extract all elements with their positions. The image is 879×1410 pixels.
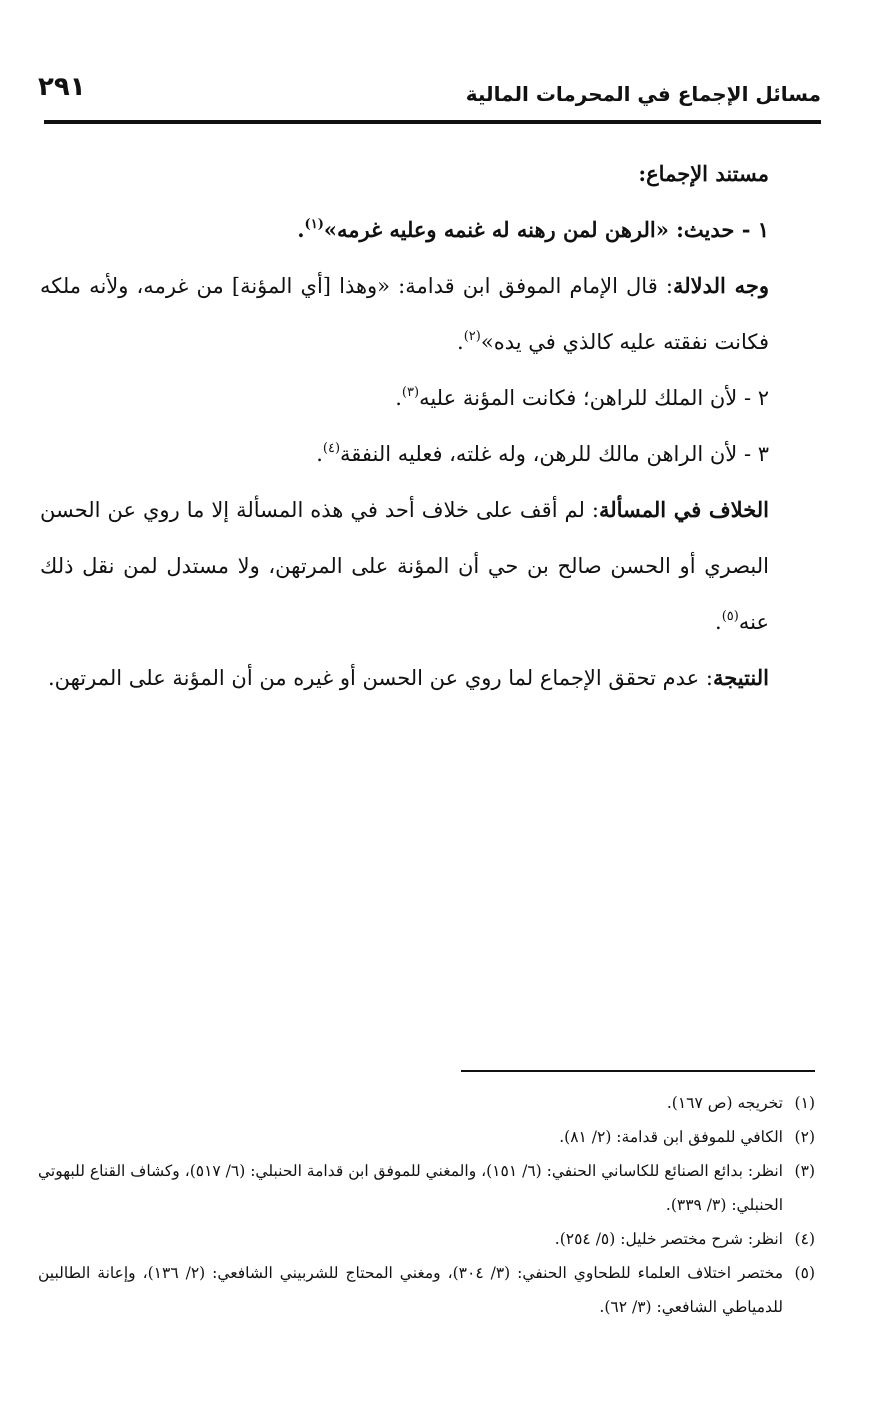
footnote-4 bbox=[38, 1222, 815, 1256]
result-label: النتيجة bbox=[712, 665, 769, 690]
footnote-3 bbox=[38, 1154, 815, 1222]
footnote-ref-1: (١) bbox=[304, 217, 324, 232]
main-text bbox=[40, 146, 813, 706]
running-title: مسائل الإجماع في المحرمات المالية bbox=[465, 82, 821, 106]
footnote-number: (٢) bbox=[794, 1128, 815, 1146]
footnote-number: (٤) bbox=[794, 1230, 815, 1248]
evidence-explanation: وجه الدلالة: قال الإمام الموفق ابن قدامة: «وهذا [أي المؤنة] من غرمه، ولأنه ملكه فكانت نفقته عليه كالذي في يده»$^{(٢)}$. bbox=[40, 273, 769, 354]
footnote-number: (٥) bbox=[794, 1264, 815, 1282]
evidence-point-2-text: ٢ - لأن الملك للراهن؛ فكانت المؤنة عليه bbox=[419, 386, 769, 410]
disagreement-label: الخلاف في المسألة bbox=[598, 497, 770, 522]
footnote-text: تخريجه (ص ١٦٧). bbox=[666, 1094, 783, 1112]
footnote-text: الكافي للموفق ابن قدامة: (٢/ ٨١). bbox=[559, 1128, 783, 1146]
footnote-5 bbox=[38, 1256, 815, 1324]
header-rule bbox=[44, 120, 821, 124]
footnote-number: (٣) bbox=[794, 1162, 815, 1180]
footnote-number: (١) bbox=[794, 1094, 815, 1112]
evidence-point-3: ٣ - لأن الراهن مالك للرهن، وله غلته، فعليه النفقة$^{(٤)}$. bbox=[316, 441, 769, 466]
evidence-hadith: ١ - حديث: «الرهن لمن رهنه له غنمه وعليه غرمه»$^{(١)}$. bbox=[297, 217, 769, 242]
evidence-explanation-label: وجه الدلالة bbox=[672, 273, 769, 298]
footnote-2 bbox=[38, 1120, 815, 1154]
evidence-explanation-text: : قال الإمام الموفق ابن قدامة: «وهذا [أي المؤنة] من غرمه، ولأنه ملكه فكانت نفقته عليه كالذي في يده» bbox=[40, 274, 769, 354]
evidence-point-3-text: ٣ - لأن الراهن مالك للرهن، وله غلته، فعليه النفقة bbox=[340, 442, 769, 466]
footnotes bbox=[38, 1086, 815, 1324]
evidence-hadith-text: ١ - حديث: «الرهن لمن رهنه له غنمه وعليه غرمه» bbox=[323, 217, 769, 242]
footnote-ref-5: (٥) bbox=[721, 609, 739, 624]
page-header bbox=[36, 68, 821, 118]
footnote-rule bbox=[461, 1070, 815, 1072]
result-text: : عدم تحقق الإجماع لما روي عن الحسن أو غيره من أن المؤنة على المرتهن. bbox=[47, 666, 713, 690]
footnote-text: مختصر اختلاف العلماء للطحاوي الحنفي: (٣/ ٣٠٤)، ومغني المحتاج للشربيني الشافعي: (٢/ ١٣٦)، وإعانة الطالبين للدمياطي الشافعي: (٣/ ٦٢). bbox=[38, 1264, 783, 1316]
disagreement-text: : لم أقف على خلاف أحد في هذه المسألة إلا ما روي عن الحسن البصري أو الحسن صالح بن حي أن المؤنة على المرتهن، ولا مستدل لمن نقل ذلك عنه bbox=[40, 498, 769, 634]
section-heading: مستند الإجماع: bbox=[638, 161, 769, 186]
footnote-text: انظر: بدائع الصنائع للكاساني الحنفي: (٦/ ١٥١)، والمغني للموفق ابن قدامة الحنبلي: (٦/ ٥١٧)، وكشاف القناع للبهوتي الحنبلي: (٣/ ٣٣٩). bbox=[38, 1162, 783, 1214]
evidence-point-2: ٢ - لأن الملك للراهن؛ فكانت المؤنة عليه$^{(٣)}$. bbox=[395, 385, 769, 410]
footnote-ref-2: (٢) bbox=[463, 329, 481, 344]
footnote-1 bbox=[38, 1086, 815, 1120]
result-paragraph bbox=[40, 650, 813, 706]
footnote-text: انظر: شرح مختصر خليل: (٥/ ٢٥٤). bbox=[554, 1230, 783, 1248]
footnote-ref-3: (٣) bbox=[401, 385, 420, 400]
footnote-ref-4: (٤) bbox=[322, 441, 341, 456]
disagreement-paragraph: الخلاف في المسألة: لم أقف على خلاف أحد في هذه المسألة إلا ما روي عن الحسن البصري أو الحسن صالح بن حي أن المؤنة على المرتهن، ولا مستدل لمن نقل ذلك عنه$^{(٥)}$. bbox=[40, 497, 770, 634]
page-number: ٢٩١ bbox=[38, 72, 86, 102]
